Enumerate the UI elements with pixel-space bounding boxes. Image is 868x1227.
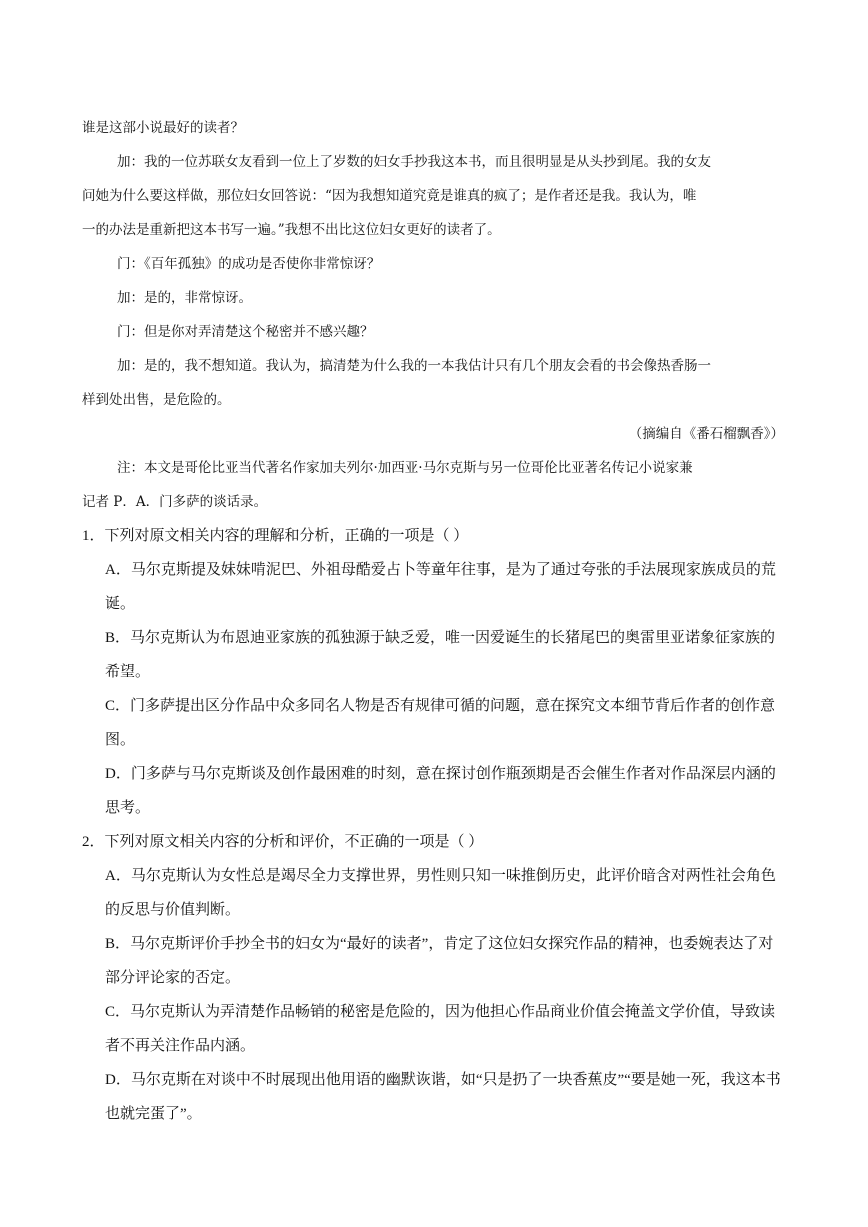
answer-line-2: 加：是的，非常惊讶。 [117,290,252,306]
question2-option-d-line1: D．马尔克斯在对谈中不时展现出他用语的幽默诙谐，如“只是扔了一块香蕉皮”“要是她一死，我这本书 [105,1072,781,1088]
question2-option-c-line2: 者不再关注作品内涵。 [105,1038,256,1054]
question1-option-c-line2: 图。 [105,732,136,748]
answer1-line2: 问她为什么要这样做，那位妇女回答说：“因为我想知道究竟是谁真的疯了；是作者还是我。我认为，唯 [82,188,697,204]
question2-option-a-line2: 的反思与价值判断。 [105,902,241,918]
question2-stem: 2．下列对原文相关内容的分析和评价，不正确的一项是（ ） [82,834,484,850]
question2-option-c-line1: C．马尔克斯认为弄清楚作品畅销的秘密是危险的，因为他担心作品商业价值会掩盖文学价值，导致读 [105,1004,776,1020]
question2-option-d-line2: 也就完蛋了”。 [105,1106,202,1122]
question2-option-b-line2: 部分评论家的否定。 [105,970,241,986]
answer1-line1: 加：我的一位苏联女友看到一位上了岁数的妇女手抄我这本书，而且很明显是从头抄到尾。我的女友 [117,154,711,170]
answer3-line2: 样到处出售，是危险的。 [82,392,231,408]
question1-option-c-line1: C．门多萨提出区分作品中众多同名人物是否有规律可循的问题，意在探究文本细节背后作者的创作意 [105,698,776,714]
question1-option-b-line1: B．马尔克斯认为布恩迪亚家族的孤独源于缺乏爱，唯一因爱诞生的长猪尾巴的奥雷里亚诺象征家族的 [105,630,776,646]
question1-option-d-line2: 思考。 [105,800,151,816]
source-citation: （摘编自《番石榴飘香》） [628,426,784,442]
question1-option-d-line1: D．门多萨与马尔克斯谈及创作最困难的时刻，意在探讨创作瓶颈期是否会催生作者对作品深层内涵的 [105,766,776,782]
note-line2: 记者 P．A．门多萨的谈话录。 [82,494,268,510]
question2-option-b-line1: B．马尔克斯评价手抄全书的妇女为“最好的读者”，肯定了这位妇女探究作品的精神，也委婉表达了对 [105,936,774,952]
question2-option-a-line1: A．马尔克斯认为女性总是竭尽全力支撑世界，男性则只知一味推倒历史，此评价暗含对两性社会角色 [105,868,776,884]
interview-heading: 谁是这部小说最好的读者？ [82,120,244,136]
answer1-line3: 一的办法是重新把这本书写一遍。”我想不出比这位妇女更好的读者了。 [82,222,501,238]
question1-option-a-line2: 诞。 [105,596,136,612]
question-line-3: 门：但是你对弄清楚这个秘密并不感兴趣？ [117,324,374,340]
answer3-line1: 加：是的，我不想知道。我认为，搞清楚为什么我的一本我估计只有几个朋友会看的书会像热香肠一 [117,358,711,374]
question1-option-a-line1: A．马尔克斯提及妹妹啃泥巴、外祖母酷爱占卜等童年往事，是为了通过夸张的手法展现家族成员的荒 [105,562,776,578]
note-line1: 注：本文是哥伦比亚当代著名作家加夫列尔·加西亚·马尔克斯与另一位哥伦比亚著名传记小说家兼 [117,460,693,476]
question1-option-b-line2: 希望。 [105,664,151,680]
question-line-2: 门：《百年孤独》的成功是否使你非常惊讶？ [117,256,381,272]
question1-stem: 1．下列对原文相关内容的理解和分析，正确的一项是（ ） [82,528,469,544]
